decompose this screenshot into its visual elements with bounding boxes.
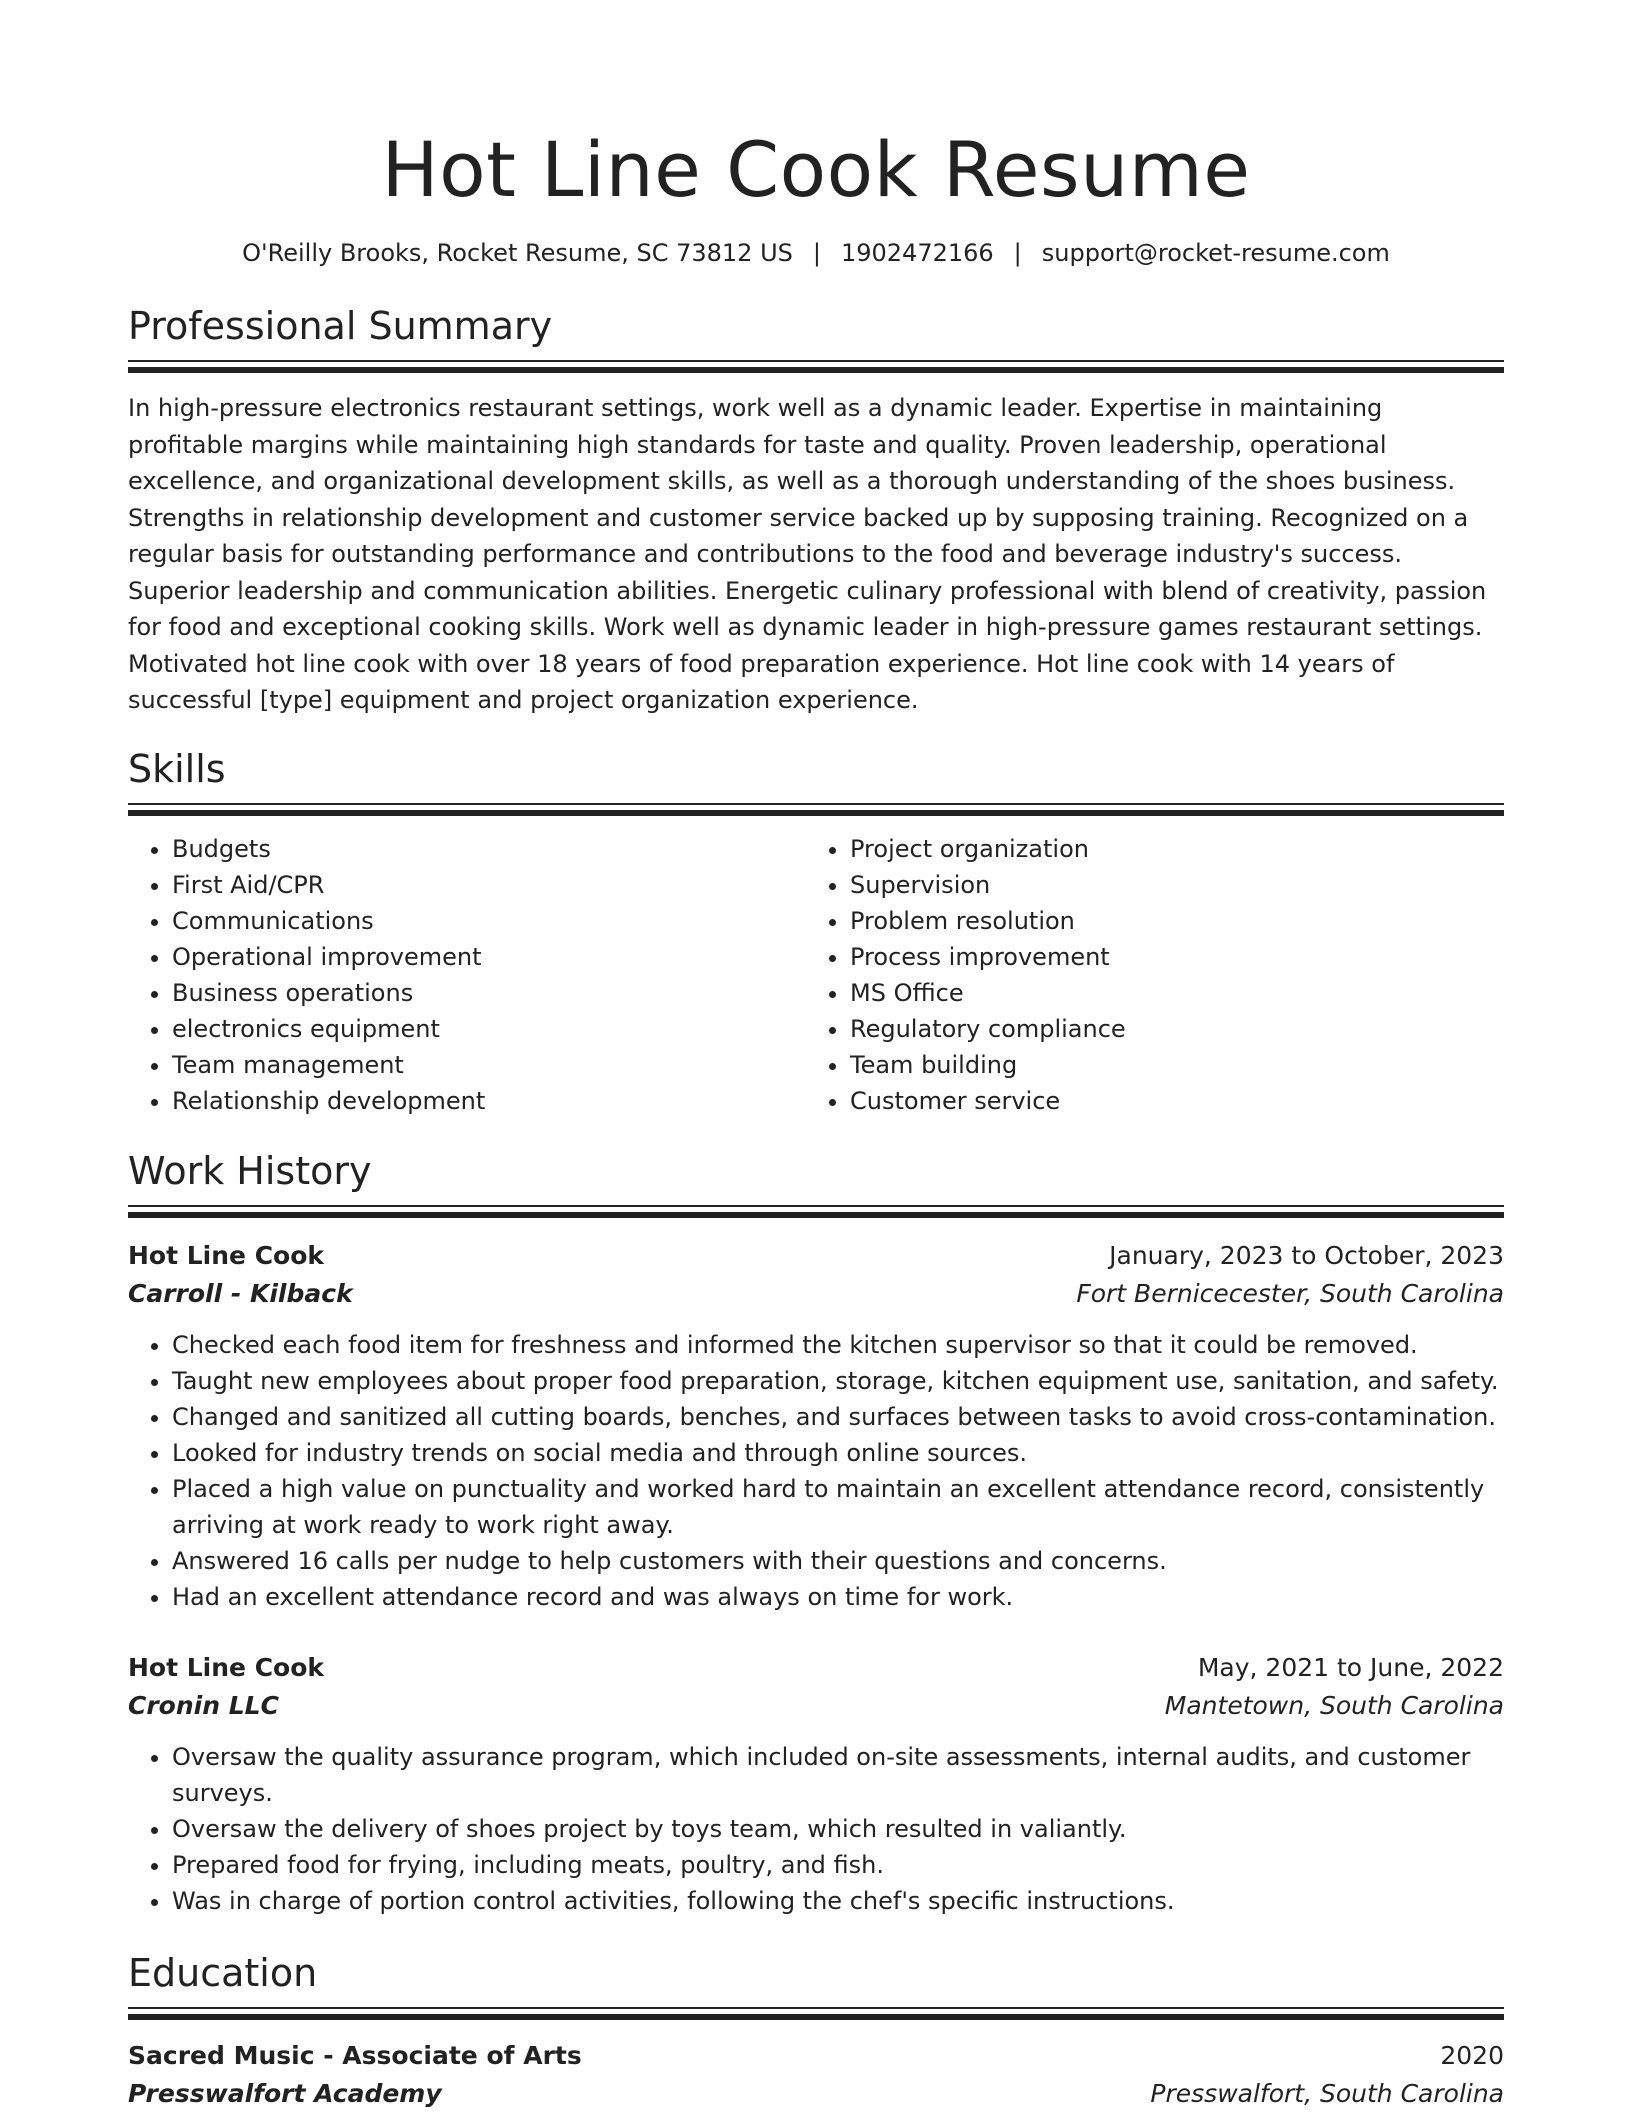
skills-columns [128,831,1504,1119]
job-entry [128,1649,1504,1919]
skill-item: • electronics equipment [172,1011,806,1047]
job-dates: January, 2023 to October, 2023 [1109,1240,1504,1270]
education-section [128,1949,1504,2112]
job-header-row [128,1237,1504,1275]
skill-item: • Project organization [850,831,1484,867]
summary-section [128,302,1504,719]
skills-section [128,745,1504,1119]
job-company: Cronin LLC [128,1690,279,1720]
job-location: Fort Bernicecester, South Carolina [1076,1278,1504,1308]
job-bullet: • Answered 16 calls per nudge to help customers with their questions and concerns. [172,1543,1504,1579]
skills-list-left [128,831,806,1119]
section-divider [128,803,1504,815]
contact-separator: | [1013,239,1022,267]
education-entry [128,2037,1504,2112]
skill-item: • Customer service [850,1083,1484,1119]
job-bullet: • Placed a high value on punctuality and worked hard to maintain an excellent attendance record, consistently arriving at work ready to work right away. [172,1471,1504,1543]
job-title: Hot Line Cook [128,1652,325,1682]
skill-item: • Business operations [172,975,806,1011]
skill-item: • Communications [172,903,806,939]
skill-item: • Team building [850,1047,1484,1083]
skill-item: • Relationship development [172,1083,806,1119]
summary-text: In high-pressure electronics restaurant settings, work well as a dynamic leader. Expertise in maintaining profitable margins while maintaining high standards for taste and quality. Proven leadership, operational excellence, and organizational development skills, as well as a thorough understanding of the shoes business. Strengths in relationship development and customer service backed up by supposing training. Recognized on a regular basis for outstanding performance and contributions to the food and beverage industry's success. Superior leadership and communication abilities. Energetic culinary professional with blend of creativity, passion for food and exceptional cooking skills. Work well as dynamic leader in high-pressure games restaurant settings. Motivated hot line cook with over 18 years of food preparation experience. Hot line cook with 14 years of successful [type] equipment and project organization experience. [128,394,1487,714]
section-title-skills: Skills [128,746,226,791]
job-bullet: • Checked each food item for freshness and informed the kitchen supervisor so that it could be removed. [172,1327,1504,1363]
job-title: Hot Line Cook [128,1240,325,1270]
job-bullet: • Was in charge of portion control activities, following the chef's specific instructions. [172,1883,1504,1919]
job-entry [128,1237,1504,1615]
job-location: Mantetown, South Carolina [1164,1690,1504,1720]
job-company-row [128,1687,1504,1725]
job-bullet: • Looked for industry trends on social media and through online sources. [172,1435,1504,1471]
resume-content [128,0,1504,2112]
job-bullet: • Had an excellent attendance record and was always on time for work. [172,1579,1504,1615]
section-divider [128,2007,1504,2019]
job-bullets [128,1327,1504,1615]
skill-item: • Problem resolution [850,903,1484,939]
contact-phone: 1902472166 [840,239,994,267]
education-degree: Sacred Music - Associate of Arts [128,2040,582,2070]
skills-list-right [806,831,1484,1119]
contact-email: support@rocket-resume.com [1041,239,1390,267]
job-dates: May, 2021 to June, 2022 [1197,1652,1504,1682]
skill-item: • Process improvement [850,939,1484,975]
skill-item: • MS Office [850,975,1484,1011]
job-header-row [128,1649,1504,1687]
job-company: Carroll - Kilback [128,1278,353,1308]
skill-item: • Supervision [850,867,1484,903]
section-divider [128,360,1504,372]
job-bullet: • Changed and sanitized all cutting boards, benches, and surfaces between tasks to avoid cross-contamination. [172,1399,1504,1435]
education-school-row [128,2075,1504,2112]
job-bullet: • Oversaw the quality assurance program, which included on-site assessments, internal audits, and customer surveys. [172,1739,1504,1811]
education-header-row [128,2037,1504,2075]
section-title-summary: Professional Summary [128,304,553,348]
work-history-section [128,1147,1504,1919]
skill-item: • First Aid/CPR [172,867,806,903]
skill-item: • Regulatory compliance [850,1011,1484,1047]
skill-item: • Operational improvement [172,939,806,975]
skill-item: • Budgets [172,831,806,867]
section-title-education: Education [128,1950,318,1995]
section-title-work-history: Work History [128,1148,372,1193]
job-bullet: • Taught new employees about proper food preparation, storage, kitchen equipment use, sanitation, and safety. [172,1363,1504,1399]
job-bullet: • Prepared food for frying, including meats, poultry, and fish. [172,1847,1504,1883]
resume-title: Hot Line Cook Resume [381,125,1251,214]
education-school: Presswalfort Academy [128,2078,442,2108]
section-divider [128,1205,1504,1217]
job-company-row [128,1275,1504,1313]
contact-address: O'Reilly Brooks, Rocket Resume, SC 73812 US [242,239,793,267]
education-year: 2020 [1440,2040,1504,2070]
contact-separator: | [812,239,821,267]
skill-item: • Team management [172,1047,806,1083]
job-bullet: • Oversaw the delivery of shoes project by toys team, which resulted in valiantly. [172,1811,1504,1847]
contact-line [128,236,1504,270]
job-bullets [128,1739,1504,1919]
education-location: Presswalfort, South Carolina [1150,2078,1504,2108]
